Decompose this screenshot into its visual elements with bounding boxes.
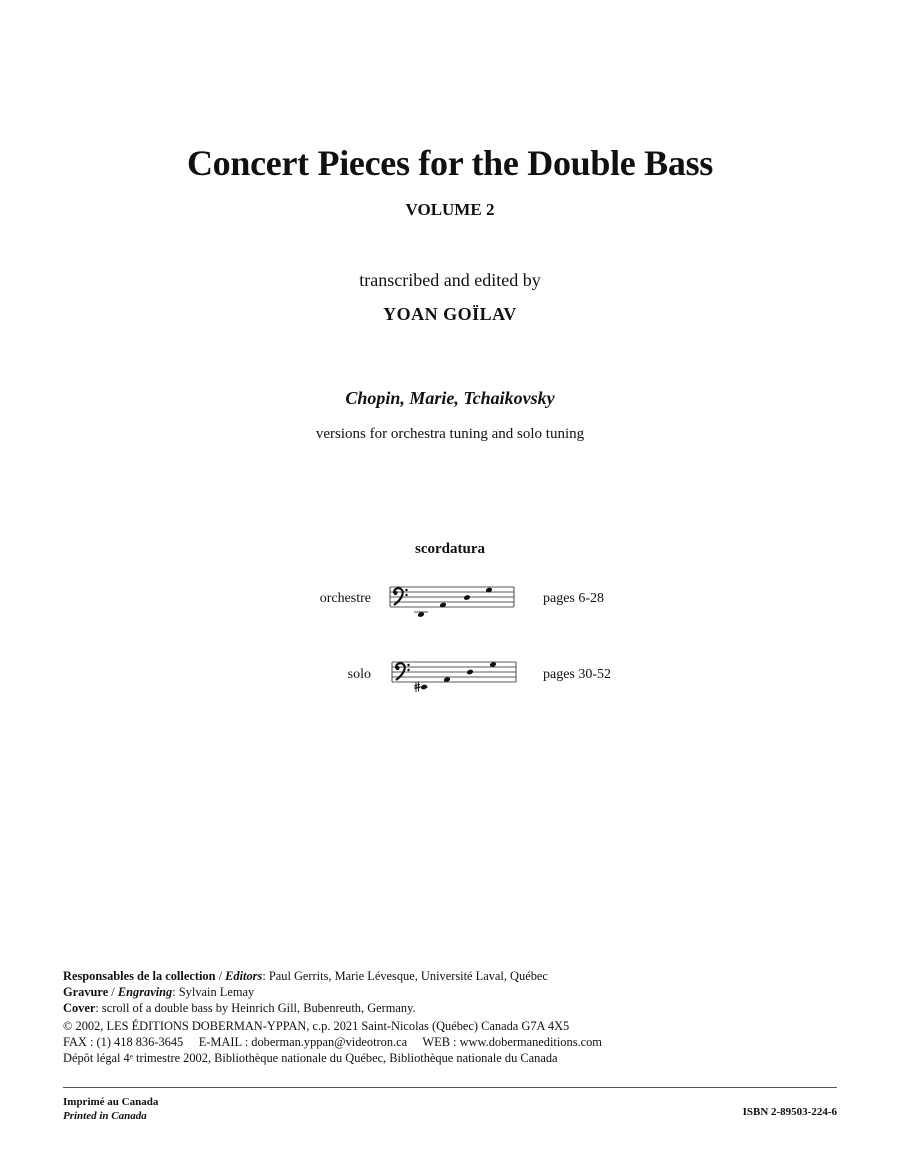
page-title: Concert Pieces for the Double Bass <box>186 143 714 183</box>
pages-orchestre: pages 6-28 <box>543 591 605 606</box>
tuning-label-orchestre: orchestre <box>319 591 371 606</box>
credit-engraving-label-en: Engraving <box>117 984 173 999</box>
isbn: ISBN 2-89503-224-6 <box>742 1106 837 1118</box>
contact-line: FAX : (1) 418 836-3645 E-MAIL : doberman.yppan@videotron.ca WEB : www.dobermaneditions.com <box>63 1035 602 1050</box>
copyright-line: © 2002, LES ÉDITIONS DOBERMAN-YPPAN, c.p. 2021 Saint-Nicolas (Québec) Canada G7A 4X5 <box>63 1019 570 1034</box>
versions-text: versions for orchestra tuning and solo tuning <box>315 426 585 442</box>
credits-block <box>63 969 843 1067</box>
printed-in <box>63 1095 158 1123</box>
volume-label: VOLUME 2 <box>405 200 495 219</box>
credit-cover-label: Cover <box>63 1000 96 1015</box>
printed-fr: Imprimé au Canada <box>63 1096 159 1108</box>
bass-clef-icon <box>395 663 409 680</box>
credit-engraving: Gravure / Engraving: Sylvain Lemay <box>63 984 255 999</box>
note-d <box>463 594 471 601</box>
tuning-label-solo: solo <box>347 667 371 682</box>
printed-en: Printed in Canada <box>63 1110 147 1122</box>
note-f-sharp <box>420 684 428 691</box>
credit-editors: Responsables de la collection / Editors: Paul Gerrits, Marie Lévesque, Université Laval, Québec <box>63 969 548 983</box>
credit-editors-label-en: Editors <box>225 969 263 983</box>
bass-clef-icon <box>393 588 407 605</box>
pages-solo: pages 30-52 <box>543 667 612 682</box>
editor-name: YOAN GOÏLAV <box>383 304 517 324</box>
credit-cover: Cover: scroll of a double bass by Heinrich Gill, Bubenreuth, Germany. <box>63 1000 416 1015</box>
edited-by-text: transcribed and edited by <box>359 270 541 290</box>
staff-solo <box>390 660 520 700</box>
legal-deposit-line: Dépôt légal 4ᵉ trimestre 2002, Bibliothèque nationale du Québec, Bibliothèque nationale du Canada <box>63 1050 558 1065</box>
staff-orchestre <box>388 585 518 625</box>
credit-engraving-label: Gravure <box>63 984 109 999</box>
credit-editors-label: Responsables de la collection <box>63 969 216 983</box>
footer-divider <box>63 1087 837 1088</box>
note-e <box>466 669 474 676</box>
composers-list: Chopin, Marie, Tchaikovsky <box>345 388 555 408</box>
scordatura-heading: scordatura <box>415 541 485 557</box>
